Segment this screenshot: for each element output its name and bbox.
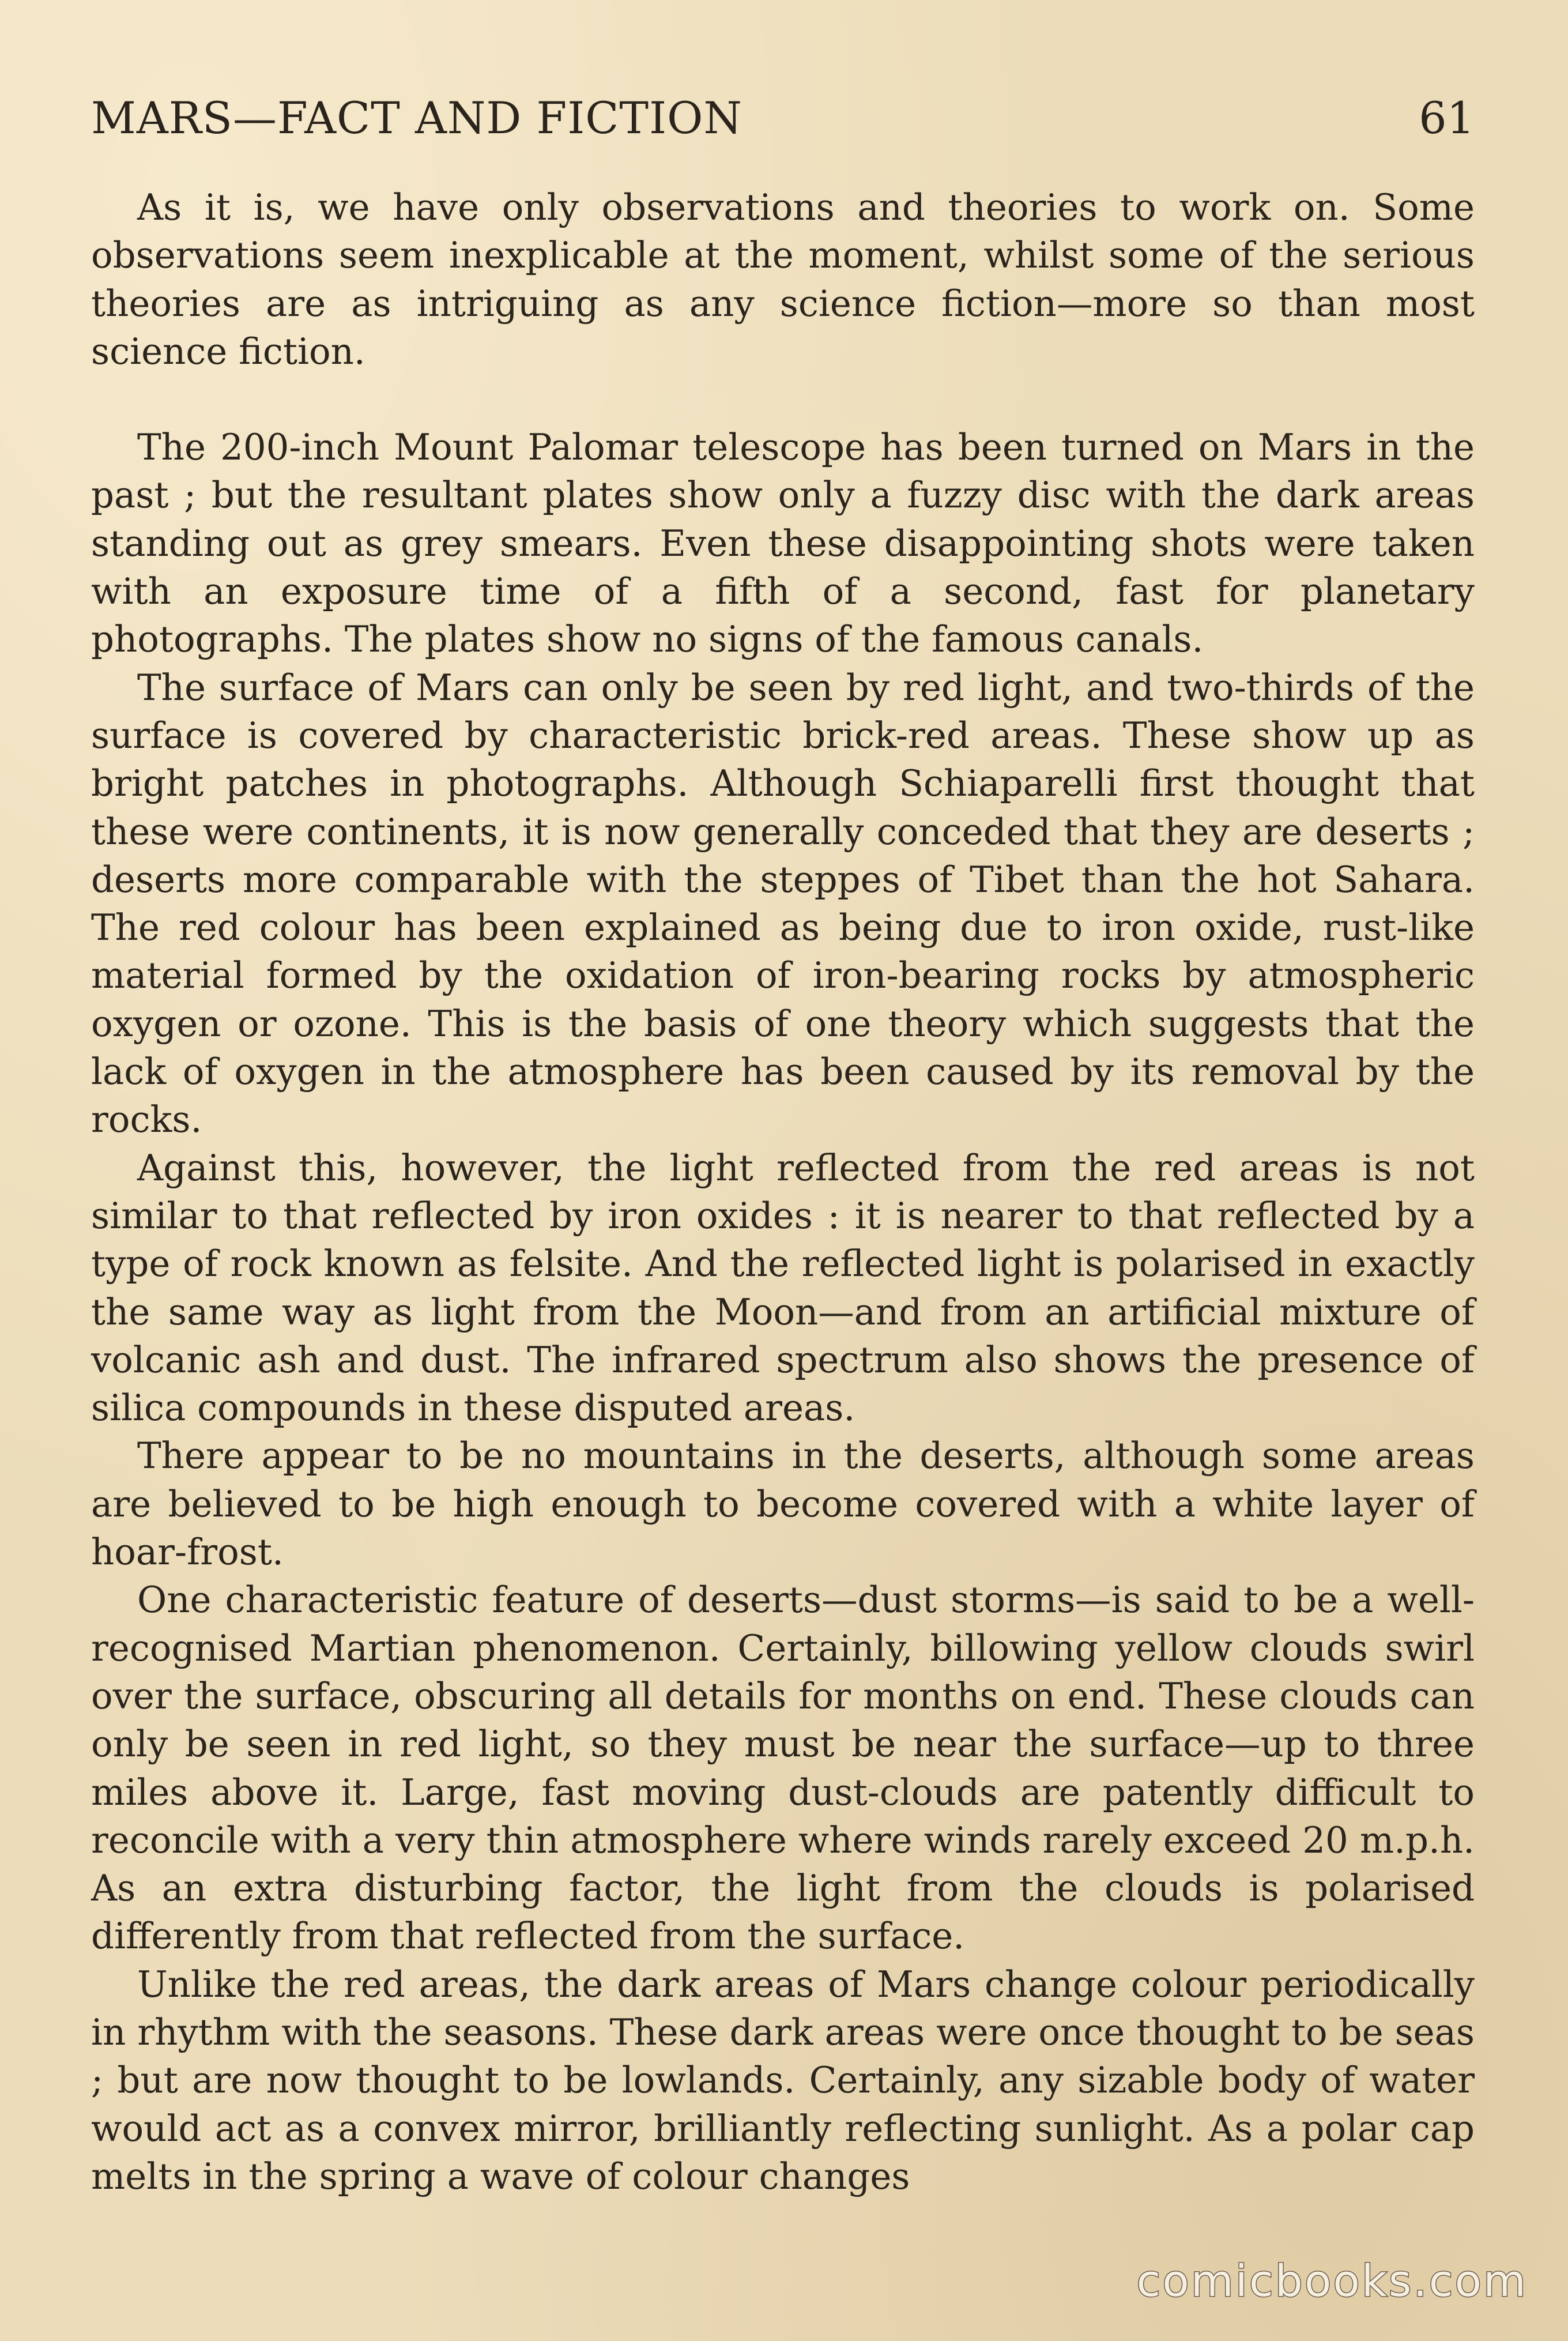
paragraph: The 200-inch Mount Palomar telescope has been turned on Mars in the past ; but the resultant plates show only a fuzzy disc with the dark areas standing out as grey smears. Even these disappointing shots were taken with an exposure time of a fifth of a second, fast for planetary photographs. The plates show no signs of the famous canals. [91, 426, 1475, 661]
paragraph: There appear to be no mountains in the deserts, although some areas are believed to be high enough to become covered with a white layer of hoar-frost. [91, 1435, 1475, 1574]
book-page [91, 86, 1475, 2266]
paragraph: As it is, we have only observations and theories to work on. Some observations seem inexplicable at the moment, whilst some of the serious theories are as intriguing as any science fiction—more so than most science fiction. [91, 186, 1475, 372]
paragraph: Unlike the red areas, the dark areas of Mars change colour periodically in rhythm with the seasons. These dark areas were once thought to be seas ; but are now thought to be lowlands. Certainly, any sizable body of water would act as a convex mirror, brilliantly reflecting sunlight. As a polar cap melts in the spring a wave of colour changes [91, 1963, 1475, 2197]
paragraph: The surface of Mars can only be seen by red light, and two-thirds of the surface is covered by characteristic brick-red areas. These show up as bright patches in photographs. Although Schiaparelli first thought that these were continents, it is now generally conceded that they are deserts ; deserts more comparable with the steppes of Tibet than the hot Sahara. The red colour has been explained as being due to iron oxide, rust-like material formed by the oxidation of iron-bearing rocks by atmospheric oxygen or ozone. This is the basis of one theory which suggests that the lack of oxygen in the atmosphere has been caused by its removal by the rocks. [91, 666, 1475, 1141]
page-number: 61 [1419, 92, 1475, 144]
watermark: comicbooks.com [1136, 2255, 1528, 2306]
chapter-title: MARS—FACT AND FICTION [91, 92, 742, 144]
running-head [91, 86, 1475, 150]
body-text [91, 183, 1475, 2200]
paragraph: Against this, however, the light reflected from the red areas is not similar to that reflected by iron oxides : it is nearer to that reflected by a type of rock known as felsite. And the reflected light is polarised in exactly the same way as light from the Moon—and from an artificial mixture of volcanic ash and dust. The infrared spectrum also shows the presence of silica compounds in these disputed areas. [91, 1146, 1475, 1429]
paragraph: One characteristic feature of deserts—dust storms—is said to be a well-recognised Martian phenomenon. Certainly, billowing yellow clouds swirl over the surface, obscuring all details for months on end. These clouds can only be seen in red light, so they must be near the surface—up to three miles above it. Large, fast moving dust-clouds are patently difficult to reconcile with a very thin atmosphere where winds rarely exceed 20 m.p.h. As an extra disturbing factor, the light from the clouds is polarised differently from that reflected from the surface. [91, 1579, 1475, 1958]
